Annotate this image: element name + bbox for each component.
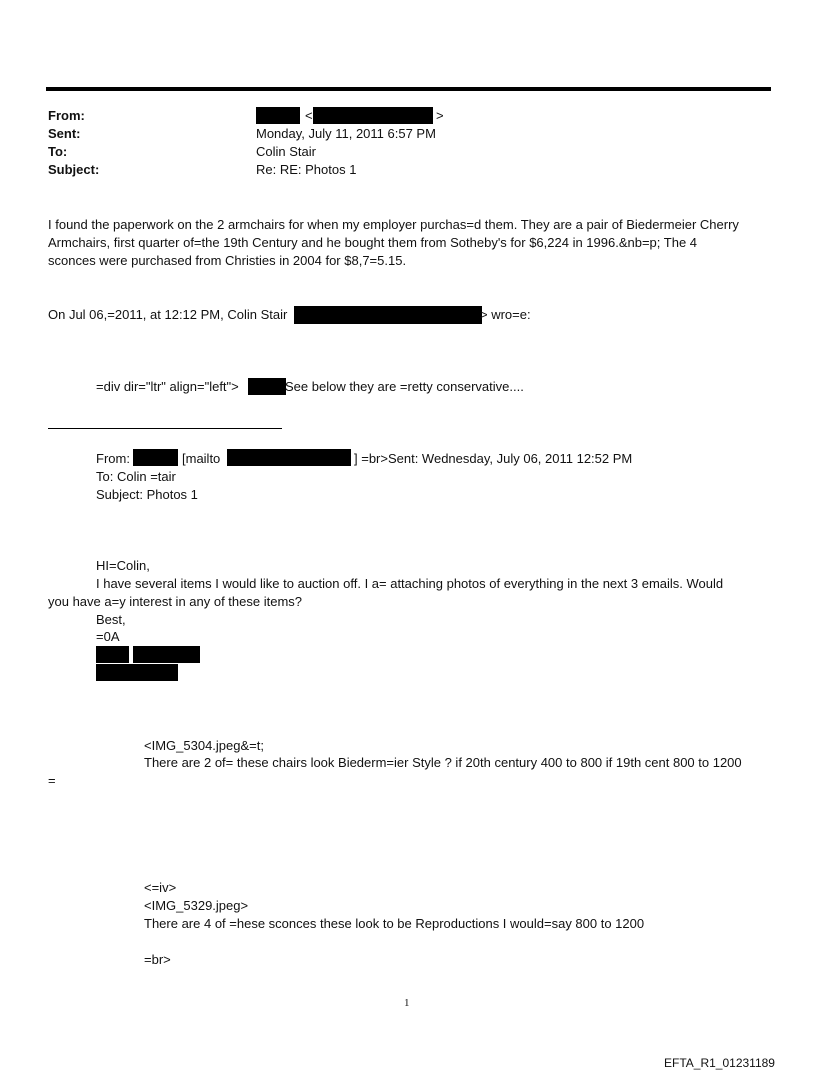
body-line-2: Armchairs, first quarter of=the 19th Century and he bought them from Sotheby's for $6,224 in 1996.&nb=p; The 4: [48, 235, 698, 250]
redaction-fwd-email: [227, 449, 351, 466]
div-line: =div dir="ltr" align="left">: [96, 379, 239, 394]
equals-line: =: [48, 773, 56, 788]
separator-rule: [48, 428, 282, 429]
fwd-closing: Best,: [96, 612, 126, 627]
subject-label: Subject:: [48, 162, 100, 177]
redaction-greeting-name: [248, 378, 286, 395]
page-number: 1: [404, 997, 410, 1009]
redaction-signature-1: [96, 646, 129, 663]
item-1-filename: <IMG_5304.jpeg&=t;: [144, 738, 264, 753]
from-email-close-bracket: >: [436, 108, 444, 123]
redaction-signature-3: [96, 664, 178, 681]
item-2-description: There are 4 of =hese sconces these look to be Reproductions I would=say 800 to 1200: [144, 916, 645, 931]
br-line: =br>: [144, 952, 171, 967]
redaction-colin-email: [294, 306, 482, 324]
top-rule: [46, 87, 771, 91]
redaction-from-name: [256, 107, 300, 124]
div-line-text: See below they are =retty conservative....: [285, 379, 524, 394]
sent-value: Monday, July 11, 2011 6:57 PM: [256, 126, 436, 141]
quote-intro: On Jul 06,=2011, at 12:12 PM, Colin Stair: [48, 307, 288, 322]
item-2-filename: <IMG_5329.jpeg>: [144, 898, 249, 913]
fwd-from-label: From:: [96, 451, 130, 466]
fwd-msg-line-1: I have several items I would like to auction off. I a= attaching photos of everything in the next 3 emails. Would: [96, 576, 724, 591]
subject-value: Re: RE: Photos 1: [256, 162, 357, 177]
fwd-msg-line-2: you have a=y interest in any of these items?: [48, 594, 303, 609]
redaction-fwd-from-name: [133, 449, 178, 466]
body-line-3: sconces were purchased from Christies in 2004 for $8,7=5.15.: [48, 253, 407, 268]
fwd-encoded-0a: =0A: [96, 629, 120, 644]
doc-id: EFTA_R1_01231189: [664, 1056, 775, 1070]
to-value: Colin Stair: [256, 144, 316, 159]
redaction-signature-2: [133, 646, 200, 663]
fwd-greeting: HI=Colin,: [96, 558, 150, 573]
quote-intro-suffix: > wro=e:: [480, 307, 531, 322]
fwd-sent: ] =br>Sent: Wednesday, July 06, 2011 12:52 PM: [354, 451, 633, 466]
item-1-description: There are 2 of= these chairs look Biederm=ier Style ? if 20th century 400 to 800 if 19th cent 800 to 1200: [144, 755, 742, 770]
from-email-open-bracket: <: [305, 108, 313, 123]
fwd-to: To: Colin =tair: [96, 469, 176, 484]
redaction-from-email: [313, 107, 433, 124]
sent-label: Sent:: [48, 126, 81, 141]
to-label: To:: [48, 144, 68, 159]
fwd-mailto: [mailto: [182, 451, 221, 466]
fwd-subject: Subject: Photos 1: [96, 487, 198, 502]
from-label: From:: [48, 108, 85, 123]
div-close-line: <=iv>: [144, 880, 177, 895]
body-line-1: I found the paperwork on the 2 armchairs for when my employer purchas=d them. They are a pair of Biedermeier Cherry: [48, 217, 739, 232]
